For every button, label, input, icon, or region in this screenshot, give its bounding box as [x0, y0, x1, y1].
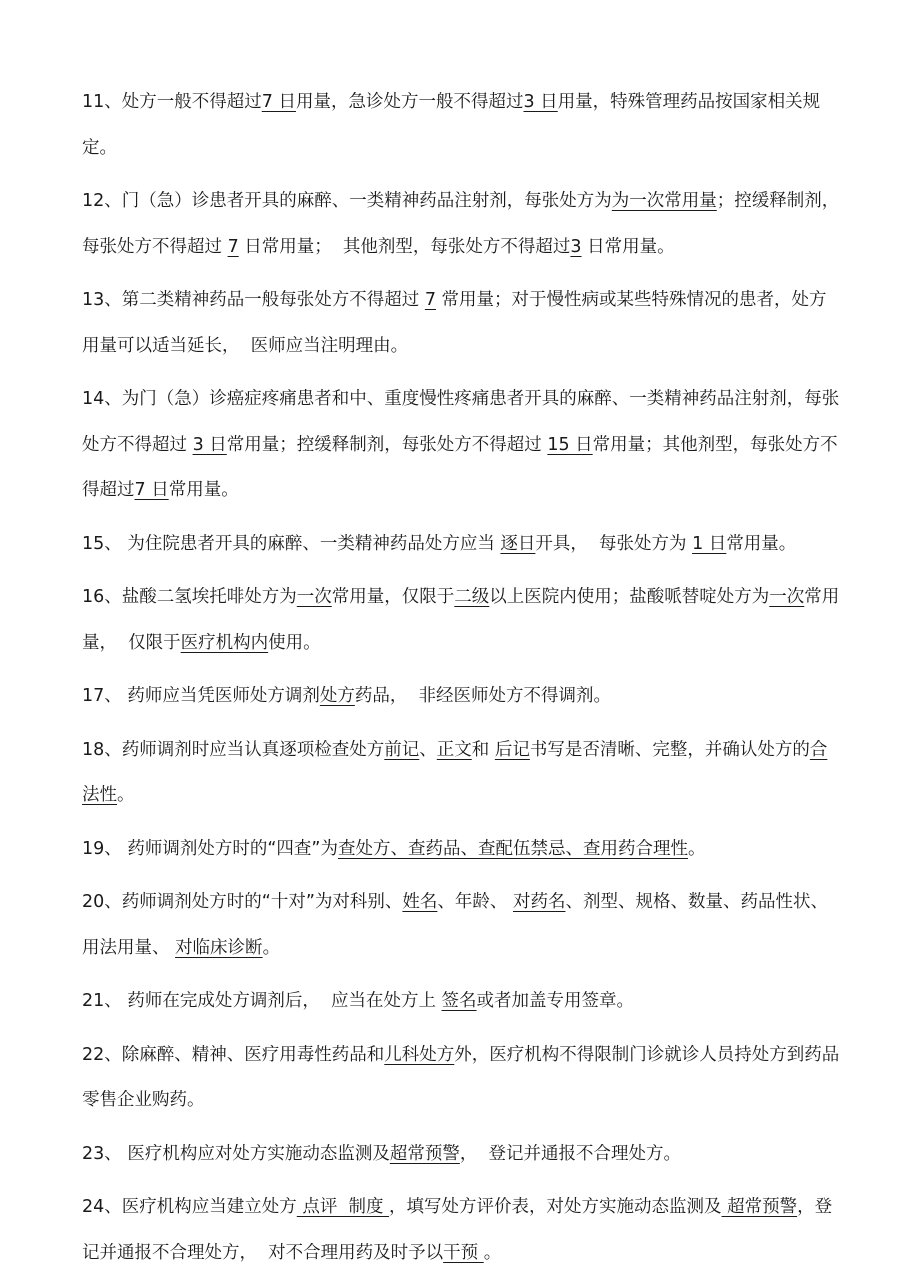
text-segment: 以上医院内使用；盐酸哌替啶处方为 [489, 587, 770, 607]
text-segment: 15、 为住院患者开具的麻醉、一类精神药品处方应当 [82, 533, 501, 554]
underlined-answer: 3 [570, 236, 582, 257]
item-list [82, 80, 840, 1276]
text-segment: 18、药师调剂时应当认真逐项检查处方 [82, 739, 385, 760]
text-segment: 。 [117, 785, 135, 805]
list-item [82, 880, 840, 971]
list-item [82, 522, 840, 568]
underlined-answer: 7 [227, 236, 239, 257]
underlined-answer: 二级 [454, 587, 490, 607]
text-segment: 16、盐酸二氢埃托啡处方为 [82, 587, 297, 607]
list-item [82, 979, 840, 1025]
list-item [82, 728, 840, 819]
underlined-answer: 一次 [296, 587, 332, 607]
text-segment: ， 登记并通报不合理处方。 [459, 1143, 681, 1164]
text-segment: 常用量，仅限于 [331, 587, 455, 607]
text-segment: 。 [687, 838, 706, 859]
text-segment: 常用量；控缓释制剂，每张处方不得超过 [226, 434, 548, 455]
underlined-answer: 7 [424, 290, 436, 310]
text-segment: 用量，急诊处方一般不得超过 [295, 92, 524, 112]
text-segment: 23、 医疗机构应对处方实施动态监测及 [82, 1143, 390, 1164]
text-segment: 使用。 [268, 632, 321, 653]
list-item [82, 179, 840, 270]
text-segment: 24、医疗机构应当建立处方 [82, 1197, 297, 1217]
list-item [82, 827, 840, 873]
underlined-answer: 对药名 [512, 892, 566, 912]
underlined-answer: 为一次常用量 [611, 191, 717, 211]
underlined-answer: 1 日 [692, 533, 727, 554]
text-segment: 外，医疗机构不得限制门诊就诊人员持处方到药品零售企业购药。 [82, 1044, 840, 1110]
list-item [82, 1033, 840, 1124]
text-segment: 常用量；对于慢性病或某些特殊情况的患者，处方用量可以适当延长， 医师应当注明理由。 [82, 290, 827, 356]
underlined-answer: 查处方、查药品、查配伍禁忌、查用药合理性 [337, 838, 688, 859]
text-segment: 常用量。 [726, 533, 797, 554]
text-segment: 或者加盖专用签章。 [476, 991, 635, 1011]
underlined-answer: 合法性 [82, 739, 828, 805]
text-segment: 19、 药师调剂处方时的“四查”为 [82, 838, 338, 859]
underlined-answer: 超常预警 [389, 1143, 460, 1164]
underlined-answer: 后记 [494, 739, 530, 760]
text-segment: 21、 药师在完成处方调剂后， 应当在处方上 [82, 991, 442, 1011]
underlined-answer: 超常预警 [721, 1197, 798, 1217]
text-segment: 和 [471, 739, 495, 760]
underlined-answer: 干预 [443, 1242, 484, 1263]
list-item [82, 1185, 840, 1276]
underlined-answer: 对临床诊断 [175, 937, 263, 958]
underlined-answer: 7 日 [134, 480, 169, 500]
text-segment: 22、除麻醉、精神、医疗用毒性药品和 [82, 1044, 385, 1065]
text-segment: 书写是否清晰、完整，并确认处方的 [529, 739, 810, 760]
text-segment: 日常用量； 其他剂型，每张处方不得超过 [238, 236, 571, 257]
text-segment: 。 [483, 1242, 502, 1263]
text-segment: ；控缓释制剂，每张处方不得超过 [82, 191, 840, 257]
underlined-answer: 医疗机构内 [180, 632, 269, 653]
underlined-answer: 3 日 [192, 434, 227, 455]
underlined-answer: 逐日 [500, 533, 536, 554]
list-item [82, 377, 840, 514]
text-segment: 常用量， 仅限于 [82, 587, 840, 653]
text-segment: 11、处方一般不得超过 [82, 92, 262, 112]
underlined-answer: 正文 [436, 739, 472, 760]
text-segment: 20、药师调剂处方时的“十对”为对科别、 [82, 892, 403, 912]
list-item [82, 575, 840, 666]
list-item [82, 674, 840, 720]
text-segment: 14、为门（急）诊癌症疼痛患者和中、重度慢性疼痛患者开具的麻醉、一类精神药品注射剂，每张处方不得超过 [82, 389, 840, 455]
text-segment: ，填写处方评价表，对处方实施动态监测及 [389, 1197, 722, 1217]
text-segment: ，登记并通报不合理处方， 对不合理用药及时予以 [82, 1197, 833, 1263]
text-segment: 、 [419, 739, 437, 760]
text-segment: 开具， 每张处方为 [535, 533, 693, 554]
underlined-answer: 3 日 [523, 92, 558, 112]
underlined-answer: 点评 制度 [296, 1197, 390, 1217]
text-segment: 。 [262, 937, 281, 958]
underlined-answer: 7 日 [261, 92, 296, 112]
underlined-answer: 签名 [441, 991, 477, 1011]
underlined-answer: 处方 [319, 686, 355, 706]
underlined-answer: 一次 [769, 587, 805, 607]
underlined-answer: 15 日 [547, 434, 593, 455]
list-item [82, 1132, 840, 1178]
text-segment: 常用量。 [168, 480, 239, 500]
text-segment: 常用量；其他剂型，每张处方不得超过 [82, 434, 838, 500]
text-segment: 药品， 非经医师处方不得调剂。 [354, 686, 611, 706]
underlined-answer: 前记 [384, 739, 420, 760]
text-segment: 13、第二类精神药品一般每张处方不得超过 [82, 290, 425, 310]
underlined-answer: 姓名 [402, 892, 438, 912]
underlined-answer: 儿科处方 [384, 1044, 455, 1065]
text-segment: 、年龄、 [437, 892, 513, 912]
text-segment: 日常用量。 [581, 236, 675, 257]
list-item [82, 278, 840, 369]
text-segment: 17、 药师应当凭医师处方调剂 [82, 686, 320, 706]
text-segment: 用量，特殊管理药品按国家相关规定。 [82, 92, 821, 158]
list-item [82, 80, 840, 171]
text-segment: 、剂型、规格、数量、药品性状、用法用量、 [82, 892, 828, 958]
text-segment: 12、门（急）诊患者开具的麻醉、一类精神药品注射剂，每张处方为 [82, 191, 612, 211]
